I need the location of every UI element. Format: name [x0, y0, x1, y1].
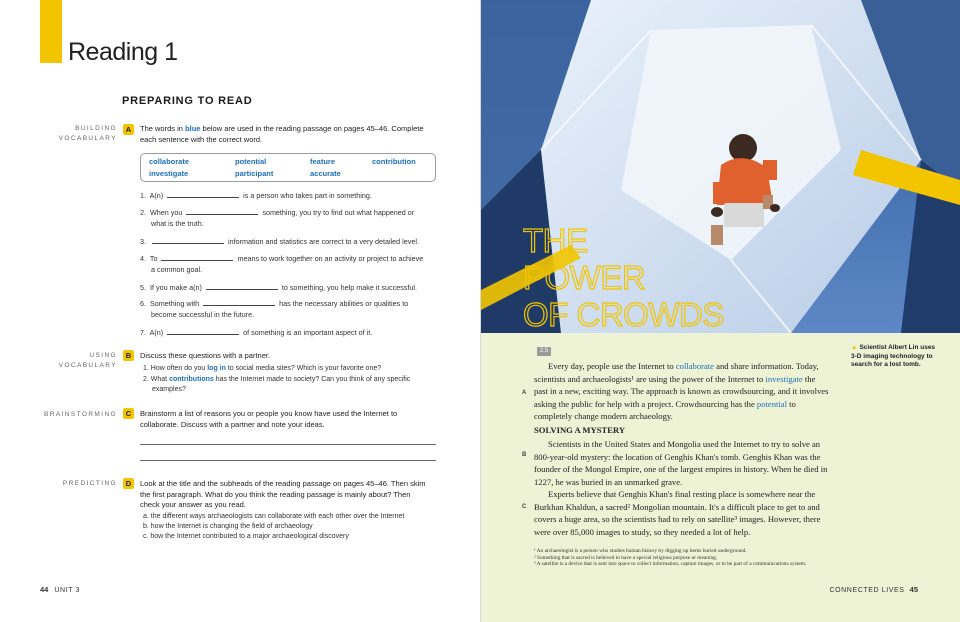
vocab-word: log in — [207, 365, 226, 372]
footnote: ³ A satellite is a device that is sent into space to collect information, capture images, or to be part of a communications system. — [534, 561, 807, 568]
instr-text: below are used in the reading passage on pages 45–46. Complete — [200, 124, 424, 133]
instr-text: each sentence with the correct word. — [140, 134, 263, 144]
exercise-badge-a: A — [123, 124, 134, 135]
item-text: to something, you help make it successful. — [279, 283, 417, 292]
item-text: A(n) — [149, 191, 166, 200]
item-text: something, you try to find out what happened or — [260, 208, 415, 217]
subheading: SOLVING A MYSTERY — [534, 425, 626, 435]
right-folio — [829, 585, 918, 594]
page-number: 44 — [40, 585, 49, 594]
word-bank-item: contribution — [372, 157, 416, 166]
item-number: 3. — [140, 237, 146, 246]
item-number: 2. — [140, 208, 146, 217]
body-text: and share information. Today, scientists and archaeologists¹ are using the power of the Internet to — [534, 361, 819, 384]
exercise-badge-d: D — [123, 478, 134, 489]
answer-blank[interactable] — [161, 253, 233, 261]
paragraph-c: Experts believe that Genghis Khan's final resting place is somewhere near the Burkhan Khaldun, a sacred² Mongolian mountain. It's a difficult place to get to and covers a huge area, so the scientists had to rely on satellite³ images. However, there were over 85,000 images to study, so they needed a lot of help. — [534, 489, 821, 537]
item-text: is a person who takes part in something. — [241, 191, 372, 200]
label-line: VOCABULARY — [58, 362, 117, 369]
item-text: To — [149, 254, 160, 263]
label-line: USING — [89, 352, 117, 359]
body-text: Every day, people use the Internet to — [548, 361, 676, 371]
exercise-c-instruction — [140, 409, 440, 430]
word-bank-item: investigate — [149, 169, 189, 178]
body-text: the past in a new, exciting way. The approach is known as crowdsourcing, and it involves asking the public for help with a project. Crowdsourcing has the — [534, 373, 829, 409]
paragraph-letter: B — [522, 452, 527, 458]
section-heading: PREPARING TO READ — [122, 95, 253, 107]
answer-blank[interactable] — [186, 207, 258, 215]
exercise-b-question-1 — [143, 364, 443, 374]
exercise-badge-c: C — [123, 408, 134, 419]
paragraph-letter: C — [522, 504, 527, 510]
label-using-vocabulary — [37, 351, 117, 371]
exercise-a-item-5 — [140, 282, 440, 293]
caption-triangle-icon: ▲ — [851, 344, 858, 351]
instr-text: Brainstorm a list of reasons you or people you know have used the Internet to — [140, 409, 398, 418]
word-bank-item: collaborate — [149, 157, 190, 166]
item-text: If you make a(n) — [150, 283, 204, 292]
label-brainstorming: BRAINSTORMING — [44, 411, 117, 418]
label-building-vocabulary — [37, 124, 117, 144]
body-text: to completely change modern archaeology. — [534, 398, 796, 422]
item-number: 7. — [140, 328, 146, 337]
exercise-a-item-4 — [140, 253, 440, 275]
footnote: ¹ An archaeologist is a person who studies human history by digging up items buried underground. — [534, 548, 747, 554]
question-text: 2. What — [143, 376, 170, 383]
item-text: information and statistics are correct to a very detailed level. — [226, 237, 419, 246]
instr-text: Look at the title and the subheads of the reading passage on pages 45–46. Then skim — [140, 479, 426, 488]
exercise-d-option-b[interactable]: b. how the Internet is changing the field of archaeology — [143, 523, 313, 530]
paragraph-letter: A — [522, 390, 527, 396]
word-bank — [140, 153, 436, 182]
exercise-d-option-c[interactable]: c. how the Internet contributed to a major archaeological discovery — [143, 533, 349, 540]
item-text: become successful in the future. — [151, 310, 255, 319]
footnotes — [534, 548, 834, 568]
vocab-word: contributions — [169, 376, 214, 383]
word-bank-item: potential — [235, 157, 267, 166]
unit-label: UNIT 3 — [54, 587, 80, 594]
item-text: A(n) — [149, 328, 166, 337]
exercise-badge-b: B — [123, 350, 134, 361]
instr-text: The words in — [140, 124, 186, 133]
item-text: has the necessary abilities or qualities to — [277, 299, 409, 308]
article-title — [523, 222, 724, 333]
paragraph-b: Scientists in the United States and Mongolia used the Internet to try to solve an 800-year-old mystery: the location of Genghis Khan's tomb. Genghis Khan was the founder of the Mongol Empire, one of the largest empires in history. When he died in 1227, he was buried in an unmarked grave. — [534, 439, 828, 487]
vocab-word: collaborate — [675, 361, 715, 371]
answer-blank[interactable] — [152, 236, 224, 244]
left-folio — [40, 585, 80, 594]
note-line[interactable] — [140, 460, 436, 461]
photo-caption — [851, 344, 941, 370]
label-line: BUILDING — [75, 125, 117, 132]
exercise-b-instruction: Discuss these questions with a partner. — [140, 351, 271, 360]
item-number: 5. — [140, 283, 146, 292]
instr-text: collaborate. Discuss with a partner and note your ideas. — [140, 419, 325, 429]
item-number: 4. — [140, 254, 146, 263]
item-text: what is the truth. — [151, 219, 204, 228]
item-text: means to work together on an activity or project to achieve — [235, 254, 424, 263]
vocab-word: investigate — [765, 373, 803, 384]
question-text: 1. How often do you — [143, 365, 208, 372]
item-number: 6. — [140, 299, 146, 308]
chapter-label: CONNECTED LIVES — [829, 587, 905, 594]
word-bank-item: accurate — [310, 169, 341, 178]
caption-text: Scientist Albert Lin uses 3-D imaging technology to search for a lost tomb. — [851, 344, 936, 368]
vocab-word: potential — [756, 398, 787, 409]
title-line: THE — [523, 222, 588, 259]
exercise-a-item-2 — [140, 207, 440, 229]
exercise-d-option-a[interactable]: a. the different ways archaeologists can collaborate with each other over the Internet — [143, 513, 405, 520]
instr-text: the first paragraph. What do you think the reading passage is mainly about? Then — [140, 489, 411, 499]
answer-blank[interactable] — [167, 327, 239, 335]
question-text: to social media sites? Which is your favorite one? — [225, 365, 382, 372]
instr-text: check your answer as you read. — [140, 500, 246, 509]
page-title: Reading 1 — [68, 38, 178, 66]
exercise-d-instruction — [140, 479, 440, 511]
page-number: 45 — [909, 585, 918, 594]
word-bank-item: feature — [310, 157, 336, 166]
exercise-b-question-2 — [143, 375, 443, 395]
question-text: has the Internet made to society? Can you think of any specific — [213, 376, 411, 383]
word-bank-item: participant — [235, 169, 274, 178]
item-text: a common goal. — [151, 265, 203, 274]
label-line: VOCABULARY — [58, 135, 117, 142]
audio-track-icon[interactable]: 2.5 — [537, 347, 551, 356]
item-text: When you — [150, 208, 185, 217]
answer-blank[interactable] — [167, 190, 239, 198]
title-line: OF CROWDS — [523, 296, 724, 333]
exercise-a-item-3 — [140, 236, 440, 247]
exercise-a-item-6 — [140, 298, 440, 320]
note-line[interactable] — [140, 444, 436, 445]
footnote: ² Something that is sacred is believed to have a special religious purpose or meaning. — [534, 554, 718, 561]
answer-blank[interactable] — [203, 298, 275, 306]
exercise-a-item-7 — [140, 327, 440, 338]
item-text: Something with — [150, 299, 202, 308]
label-predicting: PREDICTING — [62, 480, 117, 487]
instr-blue-word: blue — [185, 124, 201, 133]
question-text: examples? — [152, 386, 186, 393]
item-text: of something is an important aspect of it. — [241, 328, 373, 337]
exercise-a-instruction — [140, 124, 440, 145]
paragraph-a — [534, 360, 830, 423]
title-line: POWER — [523, 259, 646, 296]
section-accent-bar — [40, 0, 62, 63]
exercise-a-item-1 — [140, 190, 440, 201]
item-number: 1. — [140, 191, 146, 200]
answer-blank[interactable] — [206, 282, 278, 290]
